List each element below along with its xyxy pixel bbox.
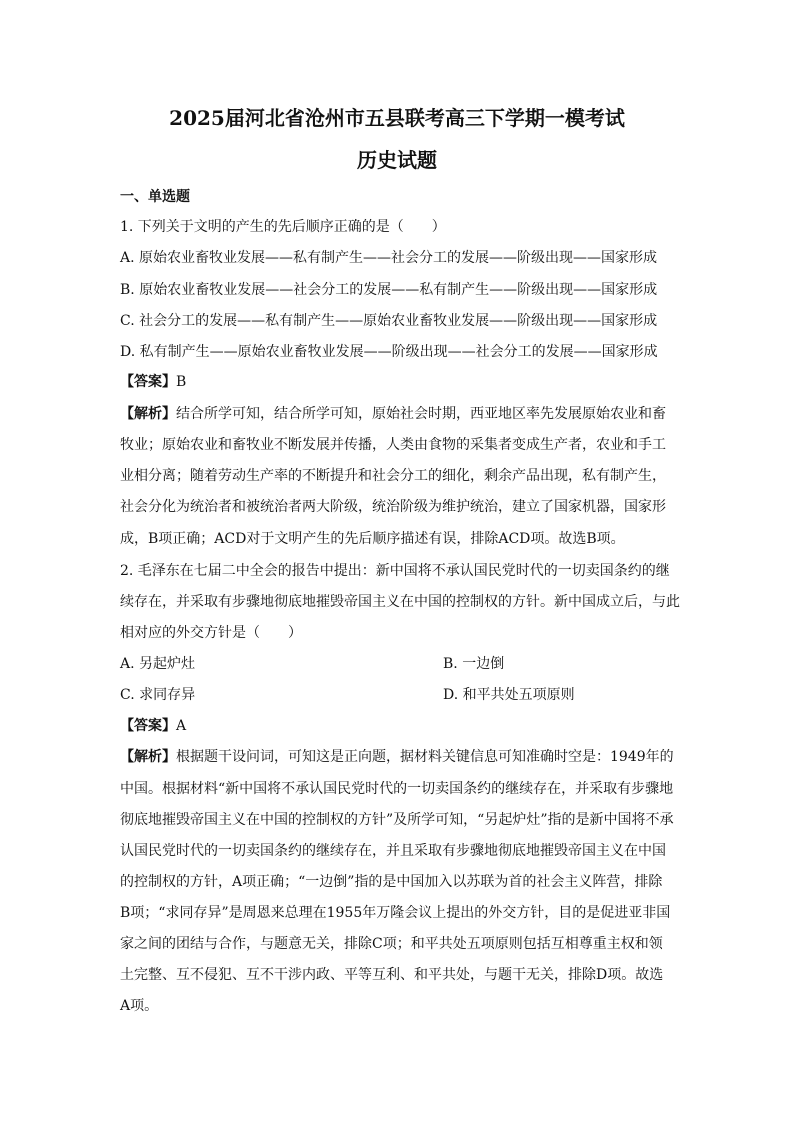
q2-option-a: A. 另起炉灶 — [120, 656, 196, 672]
q2-analysis-line: 彻底地摧毁帝国主义在中国的控制权的方针”及所学可知，“另起炉灶”指的是新中国将不承 — [120, 812, 674, 828]
section-heading: 一、单选题 — [120, 189, 190, 205]
q1-option-d: D. 私有制产生——原始农业畜牧业发展——阶级出现——社会分工的发展——国家形成 — [120, 344, 658, 360]
q2-analysis-line: 的控制权的方针，A项正确；“一边倒”指的是中国加入以苏联为首的社会主义阵营，排除 — [120, 874, 663, 890]
q1-option-b: B. 原始农业畜牧业发展——社会分工的发展——私有制产生——阶级出现——国家形成 — [120, 282, 658, 298]
document-title: 2025届河北省沧州市五县联考高三下学期一模考试 — [169, 106, 625, 130]
answer-value: A — [176, 718, 187, 734]
q1-analysis-line: 牧业；原始农业和畜牧业不断发展并传播，人类由食物的采集者变成生产者，农业和手工 — [120, 437, 666, 453]
analysis-text: 根据题干设问词，可知这是正向题，据材料关键信息可知准确时空是：1949年的 — [176, 749, 674, 765]
q2-analysis-line: 认国民党时代的一切卖国条约的继续存在，并且采取有步骤地彻底地摧毁帝国主义在中国 — [120, 843, 666, 859]
q2-stem-line: 相对应的外交方针是（ ） — [120, 625, 302, 641]
analysis-tag: 【解析】 — [120, 406, 176, 422]
q1-analysis-line: 社会分化为统治者和被统治者两大阶级，统治阶级为维护统治，建立了国家机器，国家形 — [120, 499, 666, 515]
q2-answer — [120, 716, 680, 736]
q2-stem-line: 续存在，并采取有步骤地彻底地摧毁帝国主义在中国的控制权的方针。新中国成立后，与此 — [120, 594, 680, 610]
document-subtitle: 历史试题 — [357, 148, 437, 172]
q1-analysis-line: 业相分离；随着劳动生产率的不断提升和社会分工的细化，剩余产品出现，私有制产生， — [120, 468, 666, 484]
q2-analysis-line: A项。 — [120, 998, 159, 1014]
q1-option-a: A. 原始农业畜牧业发展——私有制产生——社会分工的发展——阶级出现——国家形成 — [120, 250, 658, 266]
q1-stem-line: 1. 下列关于文明的产生的先后顺序正确的是（ ） — [120, 219, 446, 235]
q1-option-c: C. 社会分工的发展——私有制产生——原始农业畜牧业发展——阶级出现——国家形成 — [120, 313, 658, 329]
q2-stem-line: 2. 毛泽东在七届二中全会的报告中提出：新中国将不承认国民党时代的一切卖国条约的继 — [120, 563, 670, 579]
analysis-text: 结合所学可知，结合所学可知，原始社会时期，西亚地区率先发展原始农业和畜 — [176, 406, 666, 422]
analysis-tag: 【解析】 — [120, 749, 176, 765]
q2-analysis-line: B项；“求同存异”是周恩来总理在1955年万隆会议上提出的外交方针，目的是促进亚非国 — [120, 905, 671, 921]
q1-analysis-line: 成，B项正确；ACD对于文明产生的先后顺序描述有误，排除ACD项。故选B项。 — [120, 531, 625, 547]
q2-analysis-line: 中国。根据材料“新中国将不承认国民党时代的一切卖国条约的继续存在，并采取有步骤地 — [120, 781, 674, 797]
q2-option-b: B. 一边倒 — [443, 656, 505, 672]
answer-tag: 【答案】 — [120, 718, 176, 734]
q2-option-c: C. 求同存异 — [120, 687, 196, 703]
q2-analysis-line: 土完整、互不侵犯、互不干涉内政、平等互利、和平共处，与题干无关，排除D项。故选 — [120, 967, 664, 983]
q2-analysis-line: 家之间的团结与合作，与题意无关，排除C项；和平共处五项原则包括互相尊重主权和领 — [120, 936, 663, 952]
q2-analysis-line — [120, 747, 680, 767]
q2-option-d: D. 和平共处五项原则 — [443, 687, 575, 703]
answer-tag: 【答案】 — [120, 374, 176, 390]
q1-analysis-line — [120, 404, 680, 424]
answer-value: B — [176, 374, 187, 390]
q1-answer — [120, 372, 680, 392]
